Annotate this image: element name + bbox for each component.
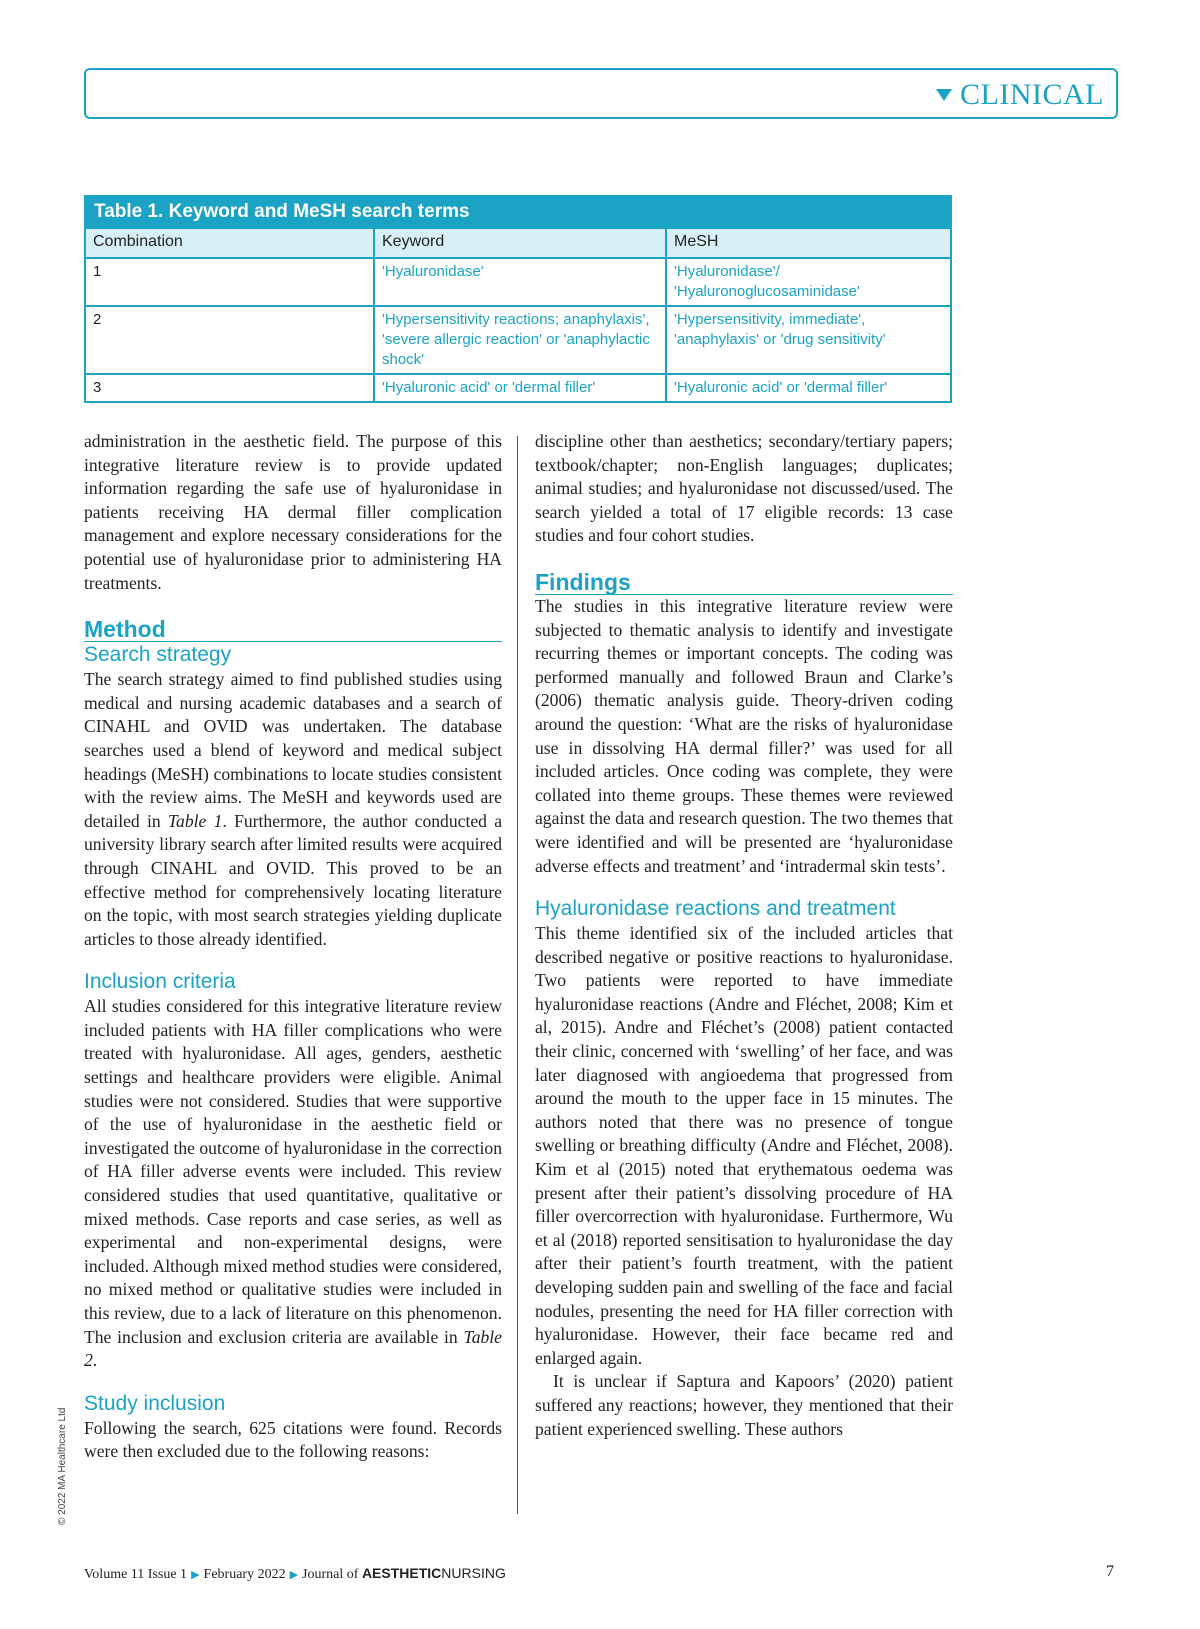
table-cell-combination: 3 xyxy=(86,374,374,401)
table-1-reference: Table 1 xyxy=(167,810,223,831)
table-2-reference: Table 2 xyxy=(84,1326,502,1371)
footer-volume: Volume 11 Issue 1 xyxy=(84,1567,188,1582)
exclusion-paragraph: discipline other than aesthetics; secondary/tertiary papers; textbook/chapter; non-English languages; duplicates; animal studies; and hyaluronidase not discussed/used. The search yielded a total of 17 eligible records: 13 case studies and four cohort studies. xyxy=(535,431,953,546)
method-heading: Method xyxy=(84,617,502,642)
table-row xyxy=(86,258,950,306)
table-header-row xyxy=(86,228,950,258)
table-cell-keyword: 'Hypersensitivity reactions; anaphylaxis', 'severe allergic reaction' or 'anaphylactic shock' xyxy=(374,306,666,374)
search-strategy-paragraph xyxy=(84,668,502,951)
table-cell-keyword: 'Hyaluronic acid' or 'dermal filler' xyxy=(374,374,666,401)
reactions-paragraph: This theme identified six of the included articles that described negative or positive reactions to hyaluronidase. Two patients were reported to have immediate hyaluronidase reactions (Andre and Fléchet, 2008; Kim et al, 2015). Andre and Fléchet’s (2008) patient contacted their clinic, concerned with ‘swelling’ of her face, and was later diagnosed with angioedema that progressed from around the mouth to the upper face in 15 minutes. The authors noted that there was no presence of tongue swelling or breathing difficulty (Andre and Fléchet, 2008). Kim et al (2015) noted that erythematous oedema was present after their patient’s dissolving procedure of HA filler overcorrection with hyaluronidase. Furthermore, Wu et al (2018) reported sensitisation to hyaluronidase the day after their patient’s fourth treatment, with the patient developing sudden pain and swelling of the face and facial nodules, presenting the need for HA filler correction with hyaluronidase. However, their face became red and enlarged again. xyxy=(535,923,953,1368)
table-cell-combination: 2 xyxy=(86,306,374,374)
table-header-keyword: Keyword xyxy=(374,228,666,258)
inclusion-criteria-heading: Inclusion criteria xyxy=(84,970,236,994)
header-banner xyxy=(84,68,1118,119)
search-terms-table xyxy=(86,227,950,401)
right-column xyxy=(535,430,953,1441)
search-strategy-text-b: . Furthermore, the author conducted a university library search after limited results were acquired through CINAHL and OVID. This proved to be an effective method for comprehensively locating literature on the topic, with most search strategies yielding duplicate articles to those already identified. xyxy=(84,810,503,949)
table-1 xyxy=(84,195,952,403)
findings-paragraph: The studies in this integrative literature review were subjected to thematic analysis to identify and investigate recurring themes or important concepts. The coding was performed manually and followed Braun and Clarke’s (2006) thematic analysis guide. Theory-driven coding around the question: ‘What are the risks of hyaluronidase use in dissolving HA dermal filler?’ was used for all included articles. Once coding was complete, they were collated into theme groups. These themes were reviewed against the data and research question. The two themes that were identified and will be presented are ‘hyaluronidase adverse effects and treatment’ and ‘intradermal skin tests’. xyxy=(535,595,953,876)
table-cell-mesh: 'Hyaluronic acid' or 'dermal filler' xyxy=(666,374,950,401)
table-header-mesh: MeSH xyxy=(666,228,950,258)
table-cell-mesh: 'Hypersensitivity, immediate', 'anaphylaxis' or 'drug sensitivity' xyxy=(666,306,950,374)
inclusion-criteria-paragraph xyxy=(84,995,502,1373)
table-title: Table 1. Keyword and MeSH search terms xyxy=(86,197,950,227)
footer xyxy=(84,1565,506,1583)
table-cell-combination: 1 xyxy=(86,258,374,306)
study-inclusion-paragraph: Following the search, 625 citations were found. Records were then excluded due to the following reasons: xyxy=(84,1417,502,1462)
reactions-heading: Hyaluronidase reactions and treatment xyxy=(535,897,896,921)
footer-journal-bold: AESTHETIC xyxy=(361,1565,442,1581)
footer-date: February 2022 xyxy=(203,1567,286,1582)
search-strategy-text-a: The search strategy aimed to find published studies using medical and nursing academic databases and a search of CINAHL and OVID was undertaken. The database searches used a blend of keyword and medical subject headings (MeSH) combinations to locate studies consistent with the review aims. The MeSH and keywords used are detailed in xyxy=(84,669,502,831)
table-cell-mesh: 'Hyaluronidase'/ 'Hyaluronoglucosaminidase' xyxy=(666,258,950,306)
footer-journal-suffix: NURSING xyxy=(441,1565,506,1581)
search-strategy-heading: Search strategy xyxy=(84,643,232,667)
table-row xyxy=(86,306,950,374)
study-inclusion-heading: Study inclusion xyxy=(84,1391,226,1415)
left-column xyxy=(84,430,502,1464)
inclusion-text-b: . xyxy=(92,1350,98,1371)
copyright-notice: © 2022 MA Healthcare Ltd xyxy=(57,1407,68,1525)
section-tag-label: CLINICAL xyxy=(960,78,1104,111)
table-row xyxy=(86,374,950,401)
page-number: 7 xyxy=(1106,1563,1114,1580)
saptura-paragraph: It is unclear if Saptura and Kapoors’ (2020) patient suffered any reactions; however, they mentioned that their patient experienced swelling. These authors xyxy=(535,1371,953,1439)
triangle-down-icon xyxy=(936,89,952,101)
table-header-combination: Combination xyxy=(86,228,374,258)
intro-paragraph: administration in the aesthetic field. The purpose of this integrative literature review is to provide updated information regarding the safe use of hyaluronidase in patients receiving HA dermal filler complication management and explore necessary considerations for the potential use of hyaluronidase prior to administering HA treatments. xyxy=(84,431,502,593)
section-tag xyxy=(936,78,1104,112)
triangle-right-icon: ▶ xyxy=(191,1569,200,1581)
inclusion-text-a: All studies considered for this integrative literature review included patients with HA filler complications who were treated with hyaluronidase. All ages, genders, aesthetic settings and healthcare providers were eligible. Animal studies were not considered. Studies that were supportive of the use of hyaluronidase in the aesthetic field or investigated the outcome of hyaluronidase in the correction of HA filler adverse events were included. This review considered studies that used quantitative, qualitative or mixed methods. Case reports and case series, as well as experimental and non-experimental designs, were included. Although mixed method studies were considered, no mixed method or qualitative studies were included in this review, due to a lack of literature on this phenomenon. The inclusion and exclusion criteria are available in xyxy=(84,996,502,1347)
table-cell-keyword: 'Hyaluronidase' xyxy=(374,258,666,306)
findings-heading: Findings xyxy=(535,570,953,595)
column-divider xyxy=(517,436,518,1514)
footer-journal-prefix: Journal of xyxy=(302,1567,359,1582)
triangle-right-icon: ▶ xyxy=(289,1569,299,1581)
